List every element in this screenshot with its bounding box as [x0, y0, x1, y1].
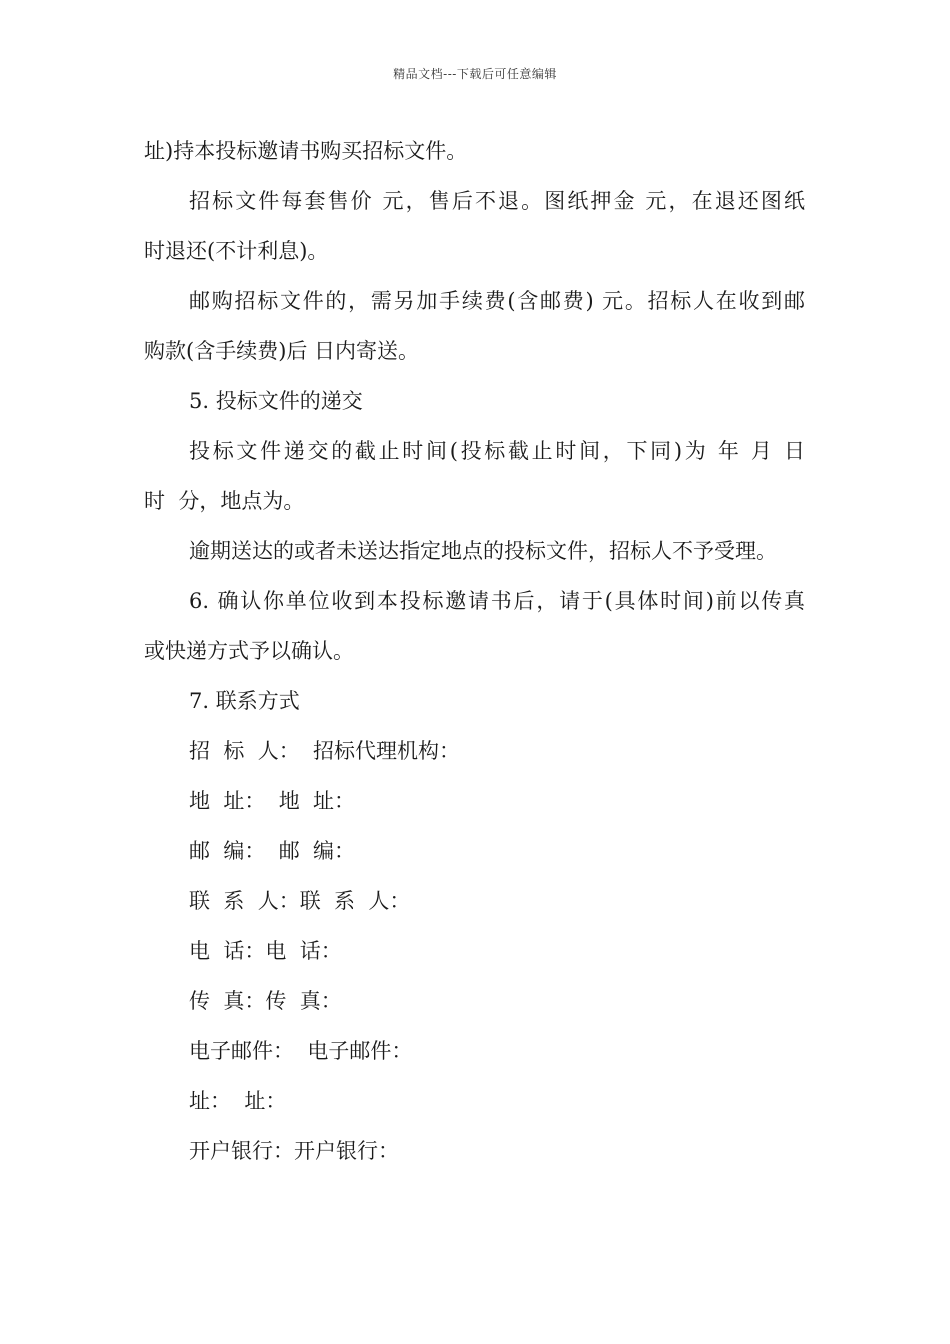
text-line: 6. 确认你单位收到本投标邀请书后，请于(具体时间)前以传真: [189, 589, 805, 613]
page-header: 精品文档---下载后可任意编辑: [393, 67, 557, 81]
contact-line: 招 标 人： 招标代理机构：: [189, 739, 461, 763]
text-line: 招标文件每套售价 元，售后不退。图纸押金 元，在退还图纸: [189, 189, 805, 213]
contact-line: 电子邮件： 电子邮件：: [189, 1039, 413, 1063]
text-line: 或快递方式予以确认。: [144, 639, 354, 663]
contact-line: 址： 址：: [189, 1089, 287, 1113]
text-line: 址)持本投标邀请书购买招标文件。: [144, 139, 468, 163]
section-heading: 5. 投标文件的递交: [189, 389, 363, 413]
section-heading: 7. 联系方式: [189, 689, 300, 713]
text-line: 购款(含手续费)后 日内寄送。: [144, 339, 420, 363]
text-line: 逾期送达的或者未送达指定地点的投标文件，招标人不予受理。: [189, 539, 777, 563]
contact-line: 电 话：电 话：: [189, 939, 342, 963]
text-line: 投标文件递交的截止时间(投标截止时间，下同)为 年 月 日: [189, 439, 805, 463]
contact-line: 地 址： 地 址：: [189, 789, 356, 813]
contact-line: 开户银行：开户银行：: [189, 1139, 399, 1163]
contact-line: 联 系 人：联 系 人：: [189, 889, 411, 913]
text-line: 邮购招标文件的，需另加手续费(含邮费) 元。招标人在收到邮: [189, 289, 805, 313]
contact-line: 传 真：传 真：: [189, 989, 342, 1013]
contact-line: 邮 编： 邮 编：: [189, 839, 356, 863]
text-line: 时 分，地点为。: [144, 489, 305, 513]
text-line: 时退还(不计利息)。: [144, 239, 329, 263]
